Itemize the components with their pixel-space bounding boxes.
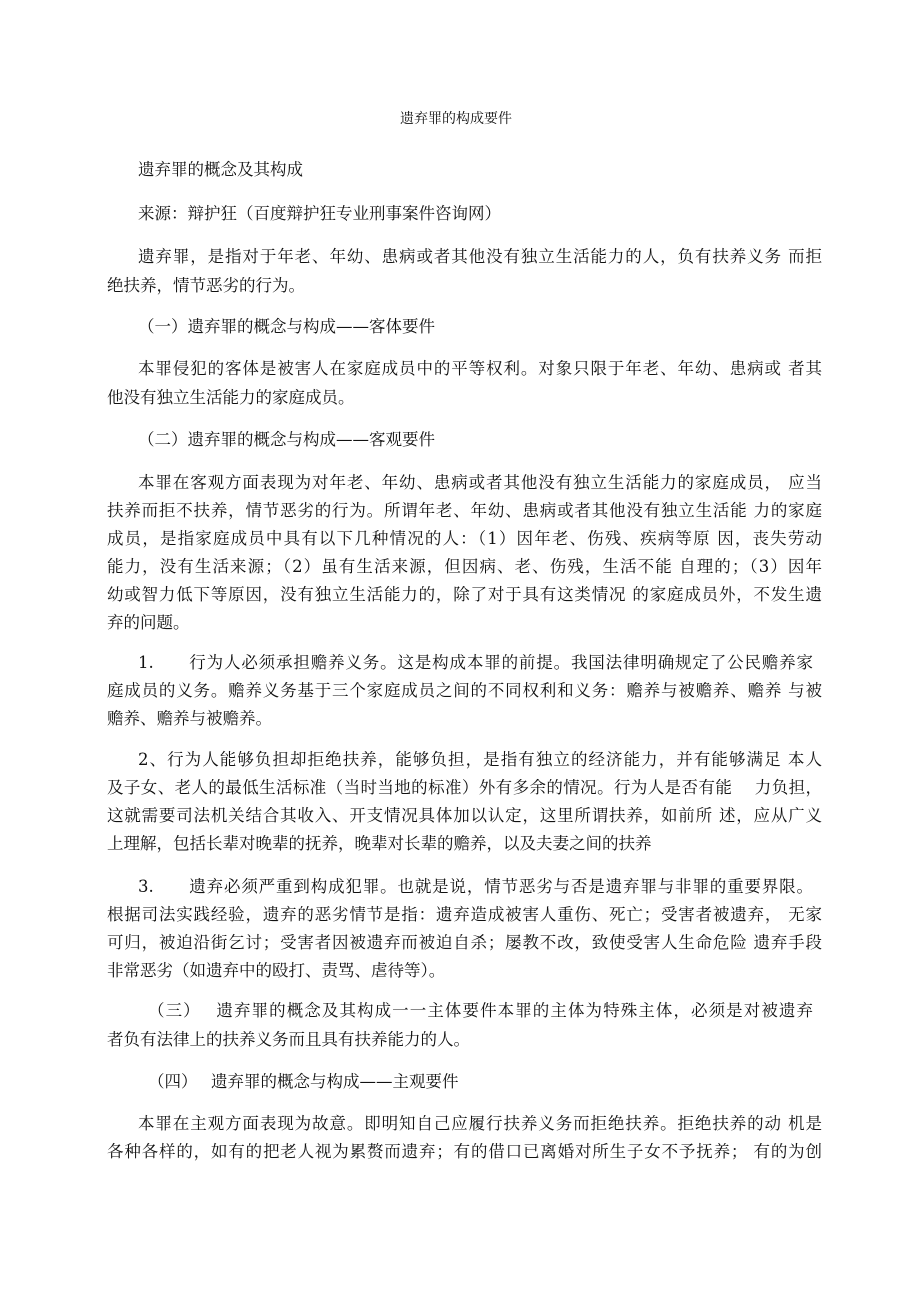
text-line: 2、行为人能够负担却拒绝扶养，能够负担，是指有独立的经济能力，并有能够满足 本人 (138, 750, 822, 769)
text-line: 弃的问题。 (107, 613, 190, 632)
text-line: 3. 遗弃必须严重到构成犯罪。也就是说，情节恶劣与否是遗弃罪与非罪的重要界限。 (138, 877, 813, 896)
text-line: 各种各样的，如有的把老人视为累赘而遗弃；有的借口已离婚对所生子女不予抚养； 有的为创 (107, 1142, 822, 1161)
text-line: 非常恶劣（如遗弃中的殴打、责骂、虐待等）。 (107, 961, 446, 980)
source-line: 来源：辩护狂（百度辩护狂专业刑事案件咨询网） (138, 204, 501, 223)
text-line: 庭成员的义务。赡养义务基于三个家庭成员之间的不同权利和义务：赡养与被赡养、赡养 与被 (107, 681, 822, 700)
text-line: 这就需要司法机关结合其收入、开支情况具体加以认定，这里所谓扶养，如前所 述，应从广义 (107, 806, 822, 825)
text-line: （三） 遗弃罪的概念及其构成一一主体要件本罪的主体为特殊主体，必须是对被遗弃 (148, 1001, 813, 1020)
text-line: 扶养而拒不扶养，情节恶劣的行为。所谓年老、年幼、患病或者其他没有独立生活能 力的家庭 (107, 501, 822, 520)
section-heading: （四） 遗弃罪的概念与构成——主观要件 (148, 1072, 459, 1091)
section-heading: （二）遗弃罪的概念与构成——客观要件 (138, 430, 435, 449)
text-line: 及子女、老人的最低生活标准（当时当地的标准）外有多余的情况。行为人是否有能 力负担， (107, 778, 822, 797)
text-line: 1. 行为人必须承担赡养义务。这是构成本罪的前提。我国法律明确规定了公民赡养家 (138, 653, 813, 672)
text-line: 本罪在客观方面表现为对年老、年幼、患病或者其他没有独立生活能力的家庭成员， 应当 (138, 473, 822, 492)
text-line: 本罪侵犯的客体是被害人在家庭成员中的平等权利。对象只限于年老、年幼、患病或 者其 (138, 359, 822, 378)
section-heading: （一）遗弃罪的概念与构成——客体要件 (138, 317, 435, 336)
text-line: 遗弃罪，是指对于年老、年幼、患病或者其他没有独立生活能力的人，负有扶养义务 而拒 (138, 247, 822, 266)
text-line: 根据司法实践经验，遗弃的恶劣情节是指：遗弃造成被害人重伤、死亡；受害者被遗弃， 无家 (107, 905, 822, 924)
text-line: 绝扶养，情节恶劣的行为。 (107, 276, 305, 295)
text-line: 上理解，包括长辈对晚辈的抚养，晚辈对长辈的赡养，以及夫妻之间的扶养 (107, 834, 652, 853)
text-line: 者负有法律上的扶养义务而且具有扶养能力的人。 (107, 1030, 470, 1049)
heading: 遗弃罪的概念及其构成 (138, 160, 303, 179)
text-line: 他没有独立生活能力的家庭成员。 (107, 388, 355, 407)
text-line: 成员，是指家庭成员中具有以下几种情况的人：（1）因年老、伤残、疾病等原 因，丧失劳动 (107, 529, 822, 548)
text-line: 赡养、赡养与被赡养。 (107, 709, 272, 728)
text-line: 可归，被迫沿街乞讨；受害者因被遗弃而被迫自杀；屡教不改，致使受害人生命危险 遗弃手段 (107, 933, 822, 952)
text-line: 本罪在主观方面表现为故意。即明知自己应履行扶养义务而拒绝扶养。拒绝扶养的动 机是 (138, 1114, 822, 1133)
document-title: 遗弃罪的构成要件 (400, 111, 512, 127)
text-line: 幼或智力低下等原因，没有独立生活能力的，除了对于具有这类情况 的家庭成员外，不发生遗 (107, 585, 822, 604)
text-line: 能力，没有生活来源；（2）虽有生活来源，但因病、老、伤残，生活不能 自理的；（3）因年 (107, 557, 822, 576)
